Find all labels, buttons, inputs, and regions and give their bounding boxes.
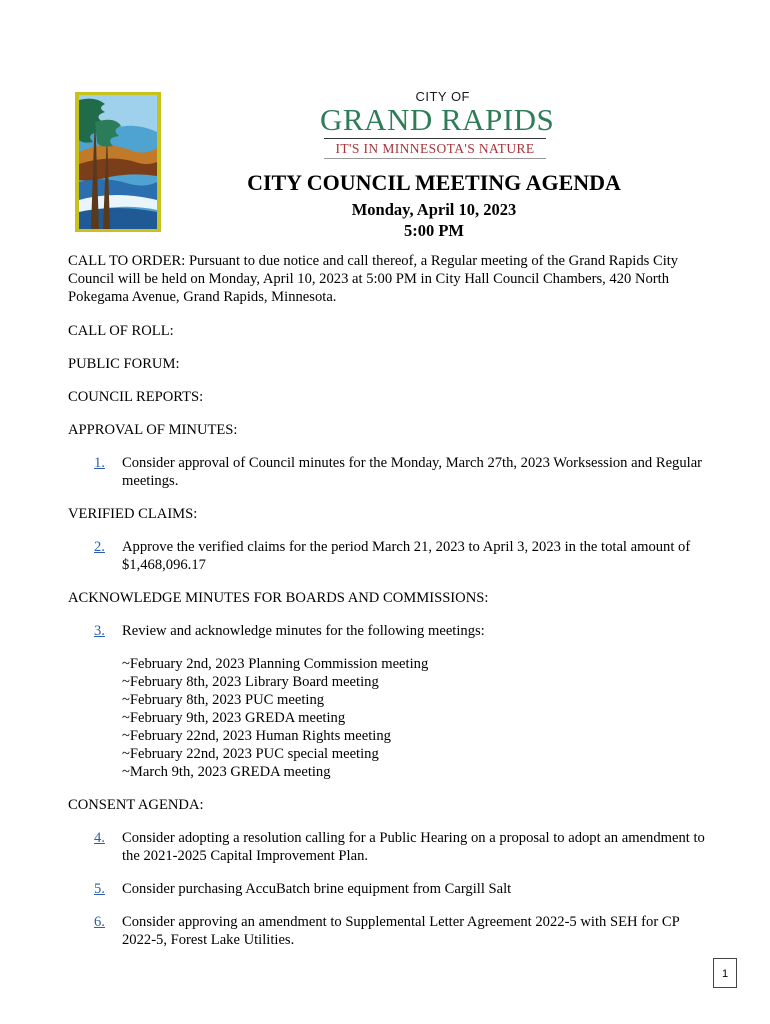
agenda-item-text: Review and acknowledge minutes for the following meetings:	[122, 623, 485, 639]
agenda-item	[68, 829, 708, 865]
section-public-forum: PUBLIC FORUM:	[68, 356, 180, 372]
agenda-item	[68, 454, 708, 490]
brand-city-of: CITY OF	[415, 89, 470, 104]
brand-name: GRAND RAPIDS	[320, 102, 555, 137]
list-item: ~February 22nd, 2023 PUC special meeting	[122, 746, 379, 762]
meeting-list	[68, 655, 708, 781]
agenda-item-link[interactable]: 5.	[94, 881, 105, 897]
agenda-item-link[interactable]: 1.	[94, 455, 105, 471]
list-item: ~February 8th, 2023 Library Board meeting	[122, 674, 379, 690]
section-council-reports: COUNCIL REPORTS:	[68, 389, 204, 405]
agenda-item-link[interactable]: 3.	[94, 623, 105, 639]
section-acknowledge-minutes: ACKNOWLEDGE MINUTES FOR BOARDS AND COMMISSIONS:	[68, 590, 489, 606]
agenda-item-link[interactable]: 4.	[94, 830, 105, 846]
brand-wordmark	[320, 89, 555, 159]
agenda-item-text: Consider purchasing AccuBatch brine equipment from Cargill Salt	[122, 881, 512, 897]
brand-underline	[324, 158, 546, 159]
agenda-item-text: Consider adopting a resolution calling for a Public Hearing on a proposal to adopt an amendment to the 2021-2025 Capital Improvement Plan.	[122, 830, 705, 864]
agenda-item-text: Approve the verified claims for the period March 21, 2023 to April 3, 2023 in the total amount of $1,468,096.17	[122, 539, 691, 573]
agenda-item-text: Consider approving an amendment to Supplemental Letter Agreement 2022-5 with SEH for CP 2022-5, Forest Lake Utilities.	[122, 914, 680, 948]
section-verified-claims: VERIFIED CLAIMS:	[68, 506, 198, 522]
list-item: ~February 8th, 2023 PUC meeting	[122, 692, 325, 708]
agenda-item-link[interactable]: 2.	[94, 539, 105, 555]
section-approval-of-minutes: APPROVAL OF MINUTES:	[68, 422, 238, 438]
list-item: ~February 2nd, 2023 Planning Commission meeting	[122, 656, 429, 672]
page-title: CITY COUNCIL MEETING AGENDA	[247, 170, 621, 195]
list-item: ~March 9th, 2023 GREDA meeting	[122, 764, 331, 780]
brand-tagline: IT'S IN MINNESOTA'S NATURE	[335, 141, 535, 156]
page-number: 1	[713, 958, 737, 988]
agenda-item	[68, 622, 708, 640]
agenda-item-link[interactable]: 6.	[94, 914, 105, 930]
agenda-body	[68, 252, 708, 949]
agenda-item	[68, 913, 708, 949]
call-to-order: CALL TO ORDER: Pursuant to due notice and call thereof, a Regular meeting of the Grand Rapids City Council will be held on Monday, April 10, 2023 at 5:00 PM in City Hall Council Chambers, 420 North Pokegama Avenue, Grand Rapids, Minnesota.	[68, 253, 679, 305]
agenda-item	[68, 880, 708, 898]
brand-divider	[324, 138, 546, 139]
agenda-item-text: Consider approval of Council minutes for the Monday, March 27th, 2023 Worksession and Regular meetings.	[122, 455, 703, 489]
list-item: ~February 9th, 2023 GREDA meeting	[122, 710, 346, 726]
agenda-item	[68, 538, 708, 574]
list-item: ~February 22nd, 2023 Human Rights meeting	[122, 728, 391, 744]
meeting-time: 5:00 PM	[403, 221, 465, 240]
meeting-date: Monday, April 10, 2023	[351, 200, 517, 219]
section-consent-agenda: CONSENT AGENDA:	[68, 797, 204, 813]
section-call-of-roll: CALL OF ROLL:	[68, 323, 174, 339]
